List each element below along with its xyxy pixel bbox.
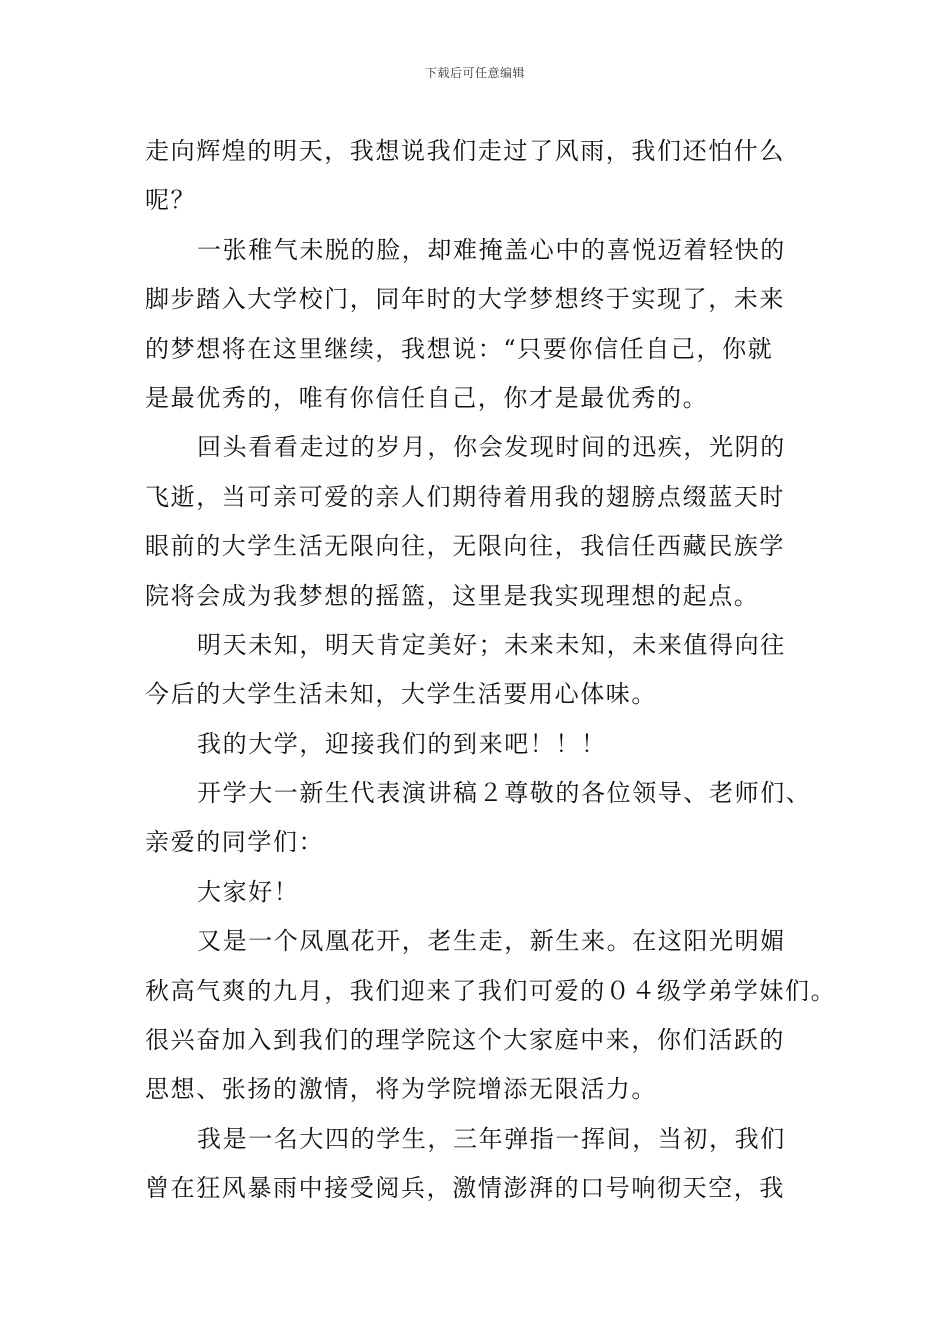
page-header: 下载后可任意编辑 <box>424 66 525 80</box>
text-line: 的梦想将在这里继续，我想说：“只要你信任自己，你就 <box>145 334 774 363</box>
text-line: 走向辉煌的明天，我想说我们走过了风雨，我们还怕什么 <box>145 137 785 165</box>
text-line: 一张稚气未脱的脸，却难掩盖心中的喜悦迈着轻快的 <box>197 235 786 264</box>
text-line: 思想、张扬的激情，将为学院增添无限活力。 <box>145 1075 657 1104</box>
text-line: 我是一名大四的学生，三年弹指一挥间，当初，我们 <box>197 1124 786 1153</box>
text-line: 又是一个凤凰花开，老生走，新生来。在这阳光明媚 <box>197 927 786 956</box>
text-line: 曾在狂风暴雨中接受阅兵，激情澎湃的口号响彻天空，我 <box>145 1174 785 1203</box>
text-line: 我的大学，迎接我们的到来吧！！！ <box>197 729 607 758</box>
text-line: 飞逝，当可亲可爱的亲人们期待着用我的翅膀点缀蓝天时 <box>145 482 785 511</box>
text-line: 是最优秀的，唯有你信任自己，你才是最优秀的。 <box>145 383 709 412</box>
body-text <box>145 127 837 1214</box>
text-line: 很兴奋加入到我们的理学院这个大家庭中来，你们活跃的 <box>145 1026 785 1055</box>
text-line: 回头看看走过的岁月，你会发现时间的迅疾，光阴的 <box>197 433 786 462</box>
text-line: 呢？ <box>145 186 197 215</box>
text-line: 今后的大学生活未知，大学生活要用心体味。 <box>145 680 657 709</box>
text-line: 秋高气爽的九月，我们迎来了我们可爱的０４级学弟学妹们。 <box>145 976 837 1005</box>
text-line: 院将会成为我梦想的摇篮，这里是我实现理想的起点。 <box>145 581 760 610</box>
text-line: 大家好！ <box>197 877 300 906</box>
text-line: 开学大一新生代表演讲稿２尊敬的各位领导、老师们、 <box>197 779 812 808</box>
text-line: 明天未知，明天肯定美好；未来未知，未来值得向往 <box>197 630 786 659</box>
text-line: 眼前的大学生活无限向往，无限向往，我信任西藏民族学 <box>145 532 785 561</box>
text-line: 脚步踏入大学校门，同年时的大学梦想终于实现了，未来 <box>145 285 785 314</box>
text-line: 亲爱的同学们： <box>145 828 325 857</box>
